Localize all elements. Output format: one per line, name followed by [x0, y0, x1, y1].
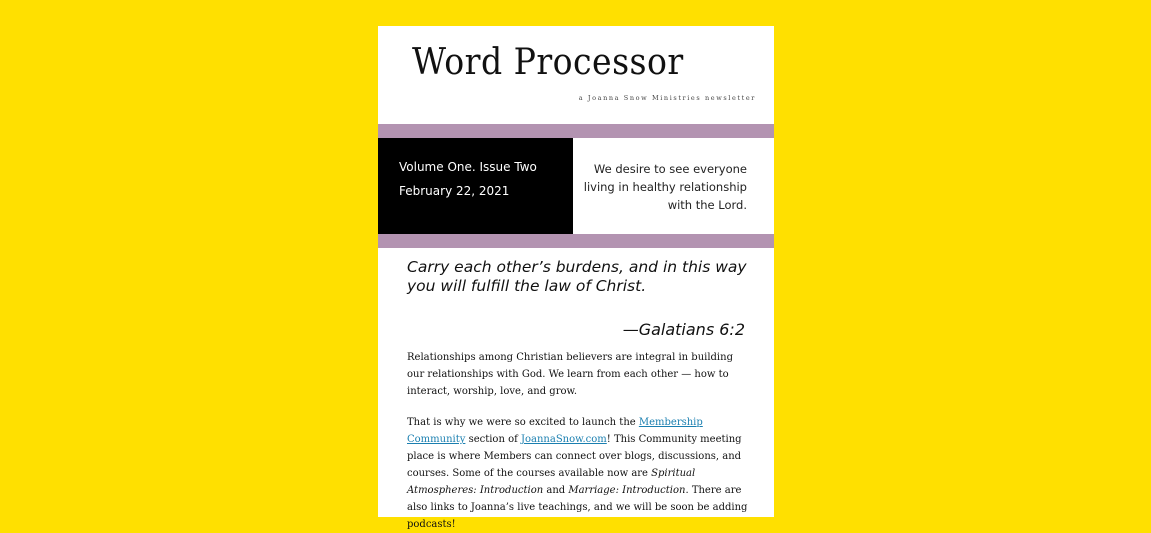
accent-band-top [378, 124, 774, 138]
paragraph-text: ! This Community meeting place is where Members can connect over blogs, discussions, and courses. Some of the courses available now are [407, 434, 742, 479]
body-paragraph-2 [407, 414, 752, 533]
paragraph-text: section of [465, 434, 521, 445]
body-paragraph-1: Relationships among Christian believers are integral in building our relationships with God. We learn from each other — how to interact, worship, love, and grow. [407, 352, 733, 397]
issue-date: February 22, 2021 [399, 184, 510, 198]
course-title-marriage: Marriage: Introduction [568, 485, 686, 496]
scripture-reference: —Galatians 6:2 [622, 320, 745, 339]
mission-box [573, 138, 774, 234]
newsletter-page [378, 26, 774, 530]
membership-community-link[interactable]: Membership Community [407, 417, 703, 445]
paragraph-text: That is why we were so excited to launch the [407, 417, 639, 428]
scripture-verse: Carry each other’s burdens, and in this way you will fulfill the law of Christ. [407, 258, 747, 295]
paragraph-text: . There are also links to Joanna’s live teachings, and we will be soon be adding podcasts! [407, 485, 748, 530]
issue-info-box [378, 138, 573, 234]
joannasnow-site-link[interactable]: JoannaSnow.com [520, 434, 607, 445]
paragraph-text: and [543, 485, 569, 496]
newsletter-title: Word Processor [412, 42, 684, 83]
accent-band-bottom [378, 234, 774, 248]
issue-volume: Volume One. Issue Two [399, 160, 537, 174]
course-title-spiritual-atmospheres: Spiritual Atmospheres: Introduction [407, 468, 696, 496]
newsletter-subtitle: a Joanna Snow Ministries newsletter [578, 94, 756, 102]
masthead [378, 26, 774, 124]
mission-statement: We desire to see everyone living in healthy relationship with the Lord. [583, 162, 747, 212]
